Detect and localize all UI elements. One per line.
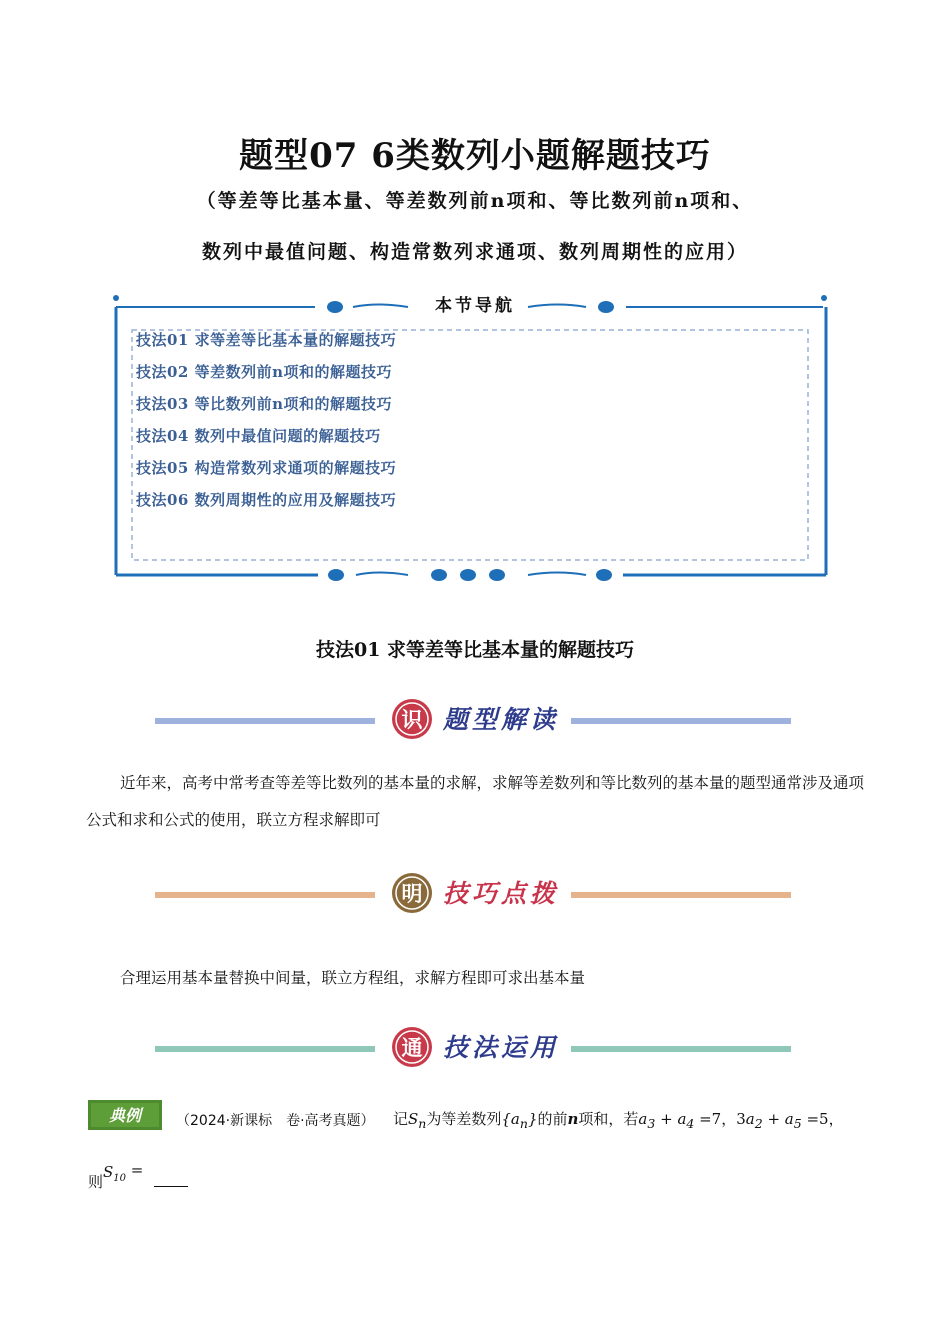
problem-source: （2024·新课标 卷·高考真题） — [176, 1113, 375, 1129]
banner-title: 技法运用 — [443, 1033, 560, 1062]
badge-char: 明 — [401, 882, 423, 906]
nav-list — [136, 329, 396, 521]
banner-application — [155, 1022, 795, 1072]
banner-question-type — [155, 694, 795, 744]
nav-item-technique-02[interactable]: 技法02 等差数列前n项和的解题技巧 — [136, 363, 393, 381]
page-title: 题型07 6类数列小题解题技巧 — [239, 136, 711, 176]
nav-item-technique-05[interactable]: 技法05 构造常数列求通项的解题技巧 — [136, 459, 397, 477]
nav-label: 本节导航 — [435, 296, 515, 316]
problem-statement: 记$S_n$为等差数列$\{a_n\}$的前n项和，若$a_3 + a_4 =7$，$3a_2 + a_5 =5$， — [393, 1110, 844, 1131]
nav-item-technique-01[interactable]: 技法01 求等差等比基本量的解题技巧 — [136, 331, 397, 349]
nav-item-technique-06[interactable]: 技法06 数列周期性的应用及解题技巧 — [136, 491, 397, 509]
nav-item-technique-04[interactable]: 技法04 数列中最值问题的解题技巧 — [136, 427, 381, 445]
tips-paragraph: 合理运用基本量替换中间量，联立方程组，求解方程即可求出基本量 — [120, 969, 586, 987]
nav-item-technique-03[interactable]: 技法03 等比数列前n项和的解题技巧 — [136, 395, 393, 413]
badge-char: 通 — [401, 1036, 423, 1060]
answer-blank[interactable] — [154, 1170, 188, 1187]
section-heading: 技法01 求等差等比基本量的解题技巧 — [315, 639, 635, 661]
banner-tips — [155, 868, 795, 918]
badge-char: 识 — [401, 708, 423, 732]
example-badge — [88, 1100, 162, 1130]
subtitle-line-1: （等差等比基本量、等差数列前n项和、等比数列前n项和、 — [196, 190, 754, 212]
answer-line: 则$S_{10}$ = — [88, 1170, 288, 1210]
example-badge-text: 典例 — [108, 1106, 142, 1125]
banner-title: 题型解读 — [443, 705, 560, 734]
example-problem — [88, 1100, 888, 1140]
banner-title: 技巧点拨 — [443, 879, 560, 908]
subtitle-line-2: 数列中最值问题、构造常数列求通项、数列周期性的应用） — [201, 241, 748, 263]
intro-paragraph: 近年来，高考中常考查等差等比数列的基本量的求解，求解等差数列和等比数列的基本量的题型通常涉及通项公式和求和公式的使用，联立方程求解即可 — [86, 774, 865, 829]
